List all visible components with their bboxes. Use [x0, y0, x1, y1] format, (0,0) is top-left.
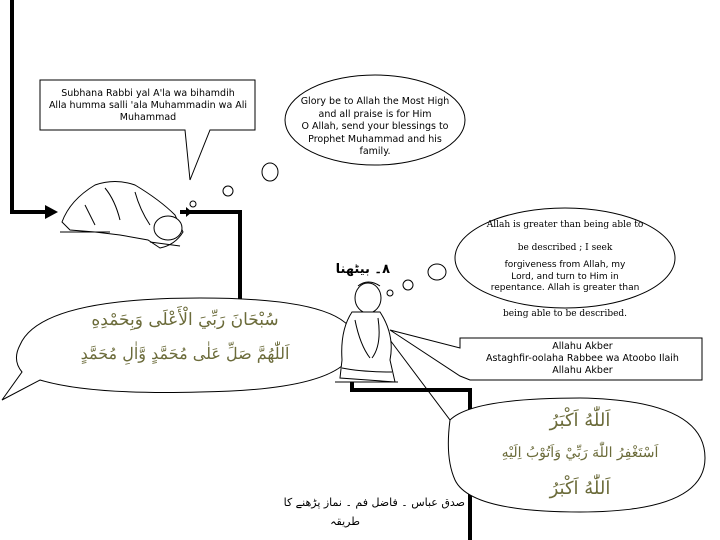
bubble-right-mid-line-3: Allahu Akber: [552, 365, 613, 376]
arabic-right-line-1: اَللّٰهُ اَكْبَرُ: [549, 410, 611, 431]
footer-credit-line-2: طریقہ: [330, 515, 360, 528]
step-label-sitting: ۸۔ بیٹھنا: [335, 262, 390, 277]
bubble-right-top-line-6: being able to be described.: [502, 309, 628, 319]
bubble-top-center-line-5: family.: [359, 146, 391, 157]
bubble-right-top-line-4: Lord, and turn to Him in: [511, 271, 619, 282]
footer-credit-line-1: صدق عباس ۔ فاضل فم ۔ نماز پڑھنے کا: [283, 496, 465, 509]
prostrating-figure: [60, 182, 183, 249]
bubble-right-top-line-3: forgiveness from Allah, my: [504, 260, 626, 270]
bubble-top-left-line-3: Muhammad: [119, 112, 177, 123]
bubble-right-top-line-5: repentance. Allah is greater than: [490, 283, 640, 293]
bubble-right-mid-text: [465, 341, 700, 377]
bubble-right-mid-line-2: Astaghfir-oolaha Rabbee wa Atoobo Ilaih: [486, 353, 679, 364]
bubble-top-left-line-1: Subhana Rabbi yal A'la wa bihamdih: [61, 88, 235, 99]
bubble-top-center-line-3: O Allah, send your blessings to: [301, 121, 449, 132]
arabic-left-line-2: اَللّٰهُمَّ صَلِّ عَلٰى مُحَمَّدٍ وَّاٰلِ مُحَمَّدٍ: [80, 344, 290, 363]
arabic-left-line-1: سُبْحَانَ رَبِّيَ الْأَعْلَى وَبِحَمْدِهِ: [91, 310, 279, 330]
arrow-mark-small: [186, 207, 192, 217]
arrow-head-1: [45, 205, 58, 219]
bubble-right-top-line-1: Allah is greater than being able to: [486, 220, 644, 230]
bubble-top-left-text: [44, 88, 252, 124]
sitting-figure: [335, 282, 398, 382]
bubble-top-center-line-2: and all praise is for Him: [318, 108, 432, 120]
bubble-top-left-line-2: Alla humma salli 'ala Muhammadin wa Ali: [48, 100, 248, 111]
bubble-top-center-line-4: Prophet Muhammad and his: [308, 133, 442, 145]
arabic-right-line-3: اَللّٰهُ اَكْبَرُ: [549, 478, 611, 499]
bubble-right-top-main: [480, 260, 650, 295]
bubble-right-mid-line-1: Allahu Akber: [552, 341, 613, 352]
arabic-right-line-2: اَسْتَغْفِرُ اللّٰهَ رَبِّيْ وَاَتُوْبُ اِلَيْهِ: [501, 445, 659, 461]
bubble-top-center-text: [295, 96, 455, 159]
bubble-right-top-line-2: be described ; I seek: [517, 243, 613, 253]
bubble-top-center-line-1: Glory be to Allah the Most High: [300, 96, 450, 107]
